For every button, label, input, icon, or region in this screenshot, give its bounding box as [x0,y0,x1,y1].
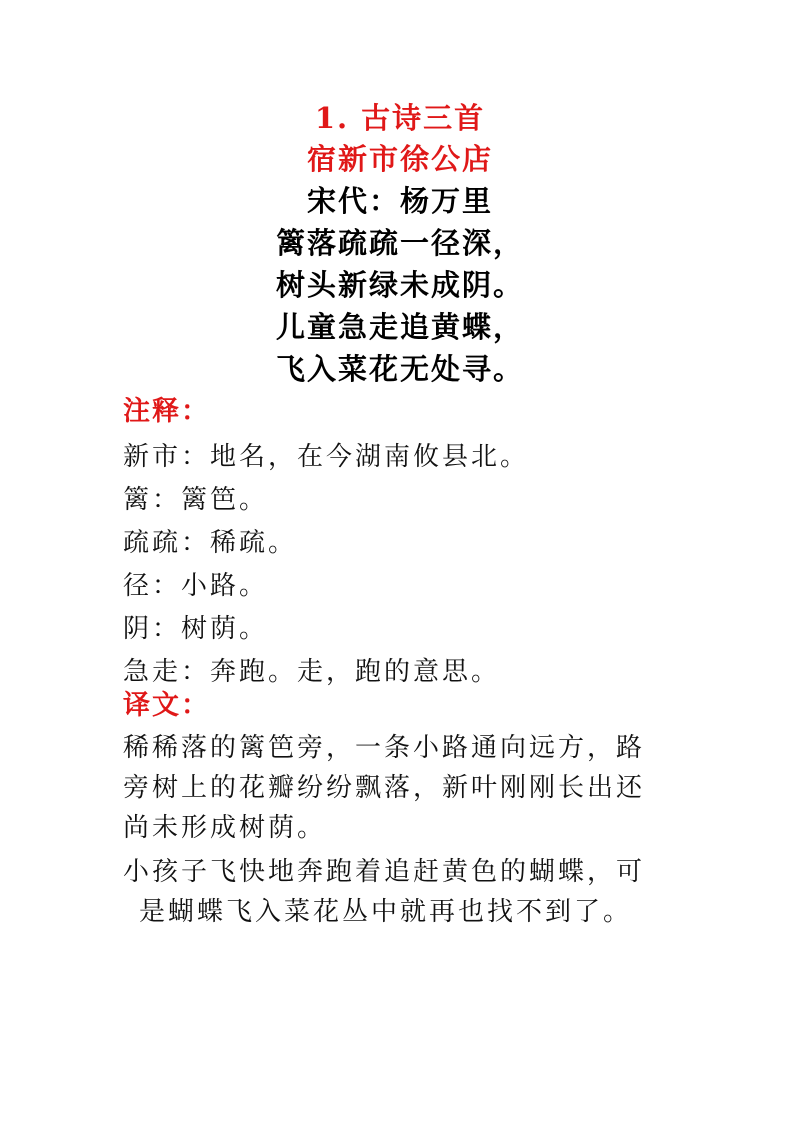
translation-line: 旁树上的花瓣纷纷飘落，新叶刚刚长出还 [123,773,646,803]
poem-author: 宋代：杨万里 [306,184,493,218]
poem-header-block [0,98,800,390]
note-item: 篱：篱笆。 [123,485,269,515]
note-item: 径：小路。 [123,571,269,601]
translation-line: 是蝴蝶飞入菜花丛中就再也找不到了。 [139,897,633,927]
note-item: 新市：地名，在今湖南攸县北。 [123,442,530,472]
translation-paragraph-2 [123,852,683,932]
translation-line: 尚未形成树荫。 [123,813,327,843]
notes-heading: 注释： [123,396,210,427]
notes-list [123,436,703,694]
translation-body [123,728,683,936]
poem-line-2: 树头新绿未成阴。 [275,268,524,302]
translation-heading: 译文： [123,690,210,721]
translation-paragraph-1 [123,728,683,848]
translation-line: 小孩子飞快地奔跑着追赶黄色的蝴蝶，可 [123,857,646,887]
poem-line-3: 儿童急走追黄蝶， [275,310,524,344]
note-item: 阴：树荫。 [123,614,269,644]
poem-title: 宿新市徐公店 [306,142,493,176]
translation-line: 稀稀落的篱笆旁，一条小路通向远方，路 [123,733,646,763]
lesson-title: 1. 古诗三首 [314,101,486,135]
note-item: 急走：奔跑。走，跑的意思。 [123,657,501,687]
poem-line-4: 飞入菜花无处寻。 [275,352,524,386]
note-item: 疏疏：稀疏。 [123,528,298,558]
poem-line-1: 篱落疏疏一径深， [275,226,524,260]
